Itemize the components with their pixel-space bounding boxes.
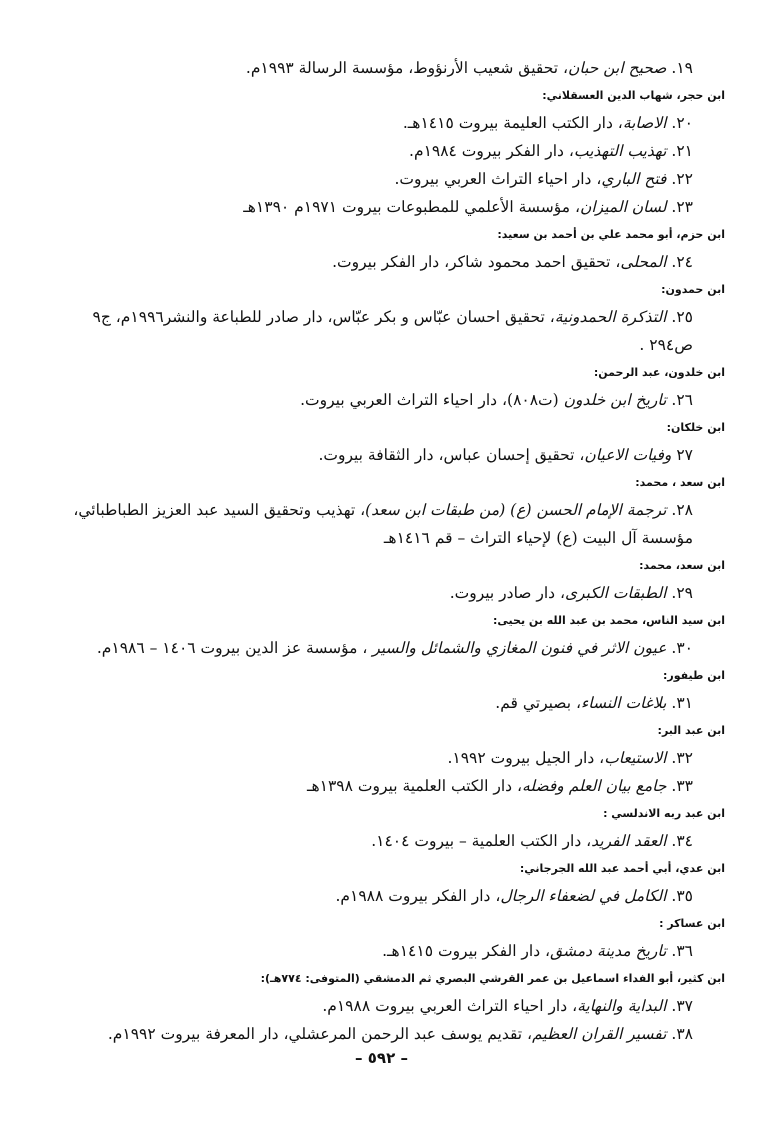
author-heading: ابن حجر، شهاب الدين العسقلاني: <box>542 89 725 102</box>
reference-entry <box>52 137 725 165</box>
entry-title: الاستيعاب <box>604 749 667 767</box>
entry-details: ، دار الفكر بيروت ١٩٨٤م. <box>409 142 574 160</box>
author-heading: ابن عساكر : <box>659 917 725 930</box>
entry-details: ، دار الكتب العلمية – بيروت ١٤٠٤. <box>371 832 592 850</box>
reference-entry <box>52 827 725 855</box>
reference-entry <box>52 303 725 359</box>
reference-entry <box>52 689 725 717</box>
reference-entry <box>52 744 725 772</box>
entry-details: ، دار الفكر بيروت ١٤١٥هـ. <box>382 942 551 960</box>
entry-number: ٢٥. <box>671 308 693 326</box>
entry-details: ، دار الجيل بيروت ١٩٩٢. <box>447 749 605 767</box>
entry-details: ، تقديم يوسف عبد الرحمن المرعشلي، دار المعرفة بيروت ١٩٩٢م. <box>107 1025 533 1043</box>
entry-title: تفسير القران العظيم <box>532 1025 667 1043</box>
entry-number: ١٩. <box>671 59 693 77</box>
entry-number: ٢٧ <box>676 446 693 464</box>
entry-number: ٣٧. <box>671 997 693 1015</box>
author-heading: ابن خلكان: <box>666 421 725 434</box>
entry-details: ، دار احياء التراث العربي بيروت. <box>394 170 602 188</box>
entry-title: الاصابة <box>622 114 667 132</box>
entry-number: ٢٠. <box>671 114 693 132</box>
reference-entry <box>52 109 725 137</box>
entry-details: ، مؤسسة عز الدين بيروت ١٤٠٦ – ١٩٨٦م. <box>96 639 373 657</box>
entry-number: ٢٩. <box>671 584 693 602</box>
entry-title: ترجمة الإمام الحسن (ع) (من طبقات ابن سعد) <box>365 501 667 519</box>
entry-details: ، مؤسسة الأعلمي للمطبوعات بيروت ١٩٧١م ١٣٩٠هـ <box>243 198 580 216</box>
entry-details: ، بصيرتي قم. <box>495 694 581 712</box>
entry-details: ، تهذيب وتحقيق السيد عبد العزيز الطباطبائي، مؤسسة آل البيت (ع) لإحياء التراث – قم ١٤١٦هـ <box>73 501 693 547</box>
entry-title: التذكرة الحمدونية <box>554 308 667 326</box>
entry-details: ، دار الكتب العلمية بيروت ١٣٩٨هـ <box>306 777 522 795</box>
entry-title: تاريخ ابن خلدون <box>563 391 667 409</box>
entry-number: ٢٢. <box>671 170 693 188</box>
entry-number: ٣٦. <box>671 942 693 960</box>
reference-entry <box>52 165 725 193</box>
entry-details: (ت٨٠٨)، دار احياء التراث العربي بيروت. <box>300 391 564 409</box>
entry-title: المحلى <box>620 253 667 271</box>
entry-details: ، دار الفكر بيروت ١٩٨٨م. <box>335 887 501 905</box>
reference-entry <box>52 1020 725 1048</box>
author-heading: ابن طيفور: <box>662 669 725 682</box>
reference-entry <box>52 882 725 910</box>
entry-number: ٣٢. <box>671 749 693 767</box>
entry-title: وفيات الاعيان <box>584 446 672 464</box>
entry-details: ، دار الكتب العليمة بيروت ١٤١٥هـ. <box>402 114 623 132</box>
author-heading: ابن سعد ، محمد: <box>635 476 725 489</box>
entry-details: ، تحقيق احمد محمود شاكر، دار الفكر بيروت. <box>332 253 621 271</box>
entry-title: بلاغات النساء <box>581 694 667 712</box>
author-heading: ابن عبد البر: <box>657 724 725 737</box>
reference-entry <box>52 634 725 662</box>
author-heading: ابن سعد، محمد: <box>639 559 725 572</box>
entry-title: تاريخ مدينة دمشق <box>550 942 667 960</box>
entry-number: ٢٨. <box>671 501 693 519</box>
reference-entry <box>52 54 725 82</box>
entry-number: ٣٣. <box>671 777 693 795</box>
entry-number: ٢١. <box>671 142 693 160</box>
reference-entry <box>52 441 725 469</box>
entry-title: فتح الباري <box>601 170 667 188</box>
entry-title: لسان الميزان <box>579 198 667 216</box>
reference-entry <box>52 248 725 276</box>
entry-number: ٢٤. <box>671 253 693 271</box>
entry-details: ، دار صادر بيروت. <box>449 584 565 602</box>
entry-details: ، تحقيق احسان عبّاس و بكر عبّاس، دار صادر للطباعة والنشر١٩٩٦م، ج٩ ص٢٩٤ . <box>92 308 693 354</box>
entry-title: عيون الاثر في فنون المغازي والشمائل والسير <box>372 639 667 657</box>
author-heading: ابن خلدون، عبد الرحمن: <box>593 366 725 379</box>
reference-entry <box>52 772 725 800</box>
entry-title: الكامل في لضعفاء الرجال <box>500 887 667 905</box>
entry-title: البداية والنهاية <box>577 997 667 1015</box>
reference-entry <box>52 992 725 1020</box>
entry-title: تهذيب التهذيب <box>573 142 667 160</box>
entry-number: ٣٠. <box>671 639 693 657</box>
entry-title: العقد الفريد <box>591 832 667 850</box>
entry-number: ٣١. <box>671 694 693 712</box>
entry-number: ٣٨. <box>671 1025 693 1043</box>
entry-details: ، تحقيق إحسان عباس، دار الثقافة بيروت. <box>318 446 585 464</box>
page-number: – ٥٩٢ – <box>355 1049 408 1067</box>
entry-title: الطبقات الكبرى <box>565 584 667 602</box>
reference-entry <box>52 937 725 965</box>
entry-title: صحيح ابن حبان <box>567 59 667 77</box>
author-heading: ابن حمدون: <box>661 283 725 296</box>
reference-entry <box>52 579 725 607</box>
reference-entry <box>52 386 725 414</box>
author-heading: ابن سيد الناس، محمد بن عبد الله بن يحيى: <box>493 614 725 627</box>
reference-entry <box>52 193 725 221</box>
author-heading: ابن حزم، أبو محمد علي بن أحمد بن سعيد: <box>497 228 725 241</box>
author-heading: ابن كثير، أبو الفداء اسماعيل بن عمر القرشي البصري ثم الدمشقي (المتوفى: ٧٧٤هـ): <box>260 972 725 985</box>
author-heading: ابن عدي، أبي أحمد عبد الله الجرجاني: <box>519 862 725 875</box>
entry-number: ٢٣. <box>671 198 693 216</box>
entry-number: ٣٤. <box>671 832 693 850</box>
entry-details: ، دار احياء التراث العربي بيروت ١٩٨٨م. <box>322 997 578 1015</box>
author-heading: ابن عبد ربه الاندلسي : <box>603 807 725 820</box>
reference-list <box>52 54 725 1048</box>
entry-details: ، تحقيق شعيب الأرنؤوط، مؤسسة الرسالة ١٩٩٣م. <box>245 59 568 77</box>
entry-number: ٢٦. <box>671 391 693 409</box>
entry-title: جامع بيان العلم وفضله <box>522 777 667 795</box>
entry-number: ٣٥. <box>671 887 693 905</box>
reference-entry <box>52 496 725 552</box>
